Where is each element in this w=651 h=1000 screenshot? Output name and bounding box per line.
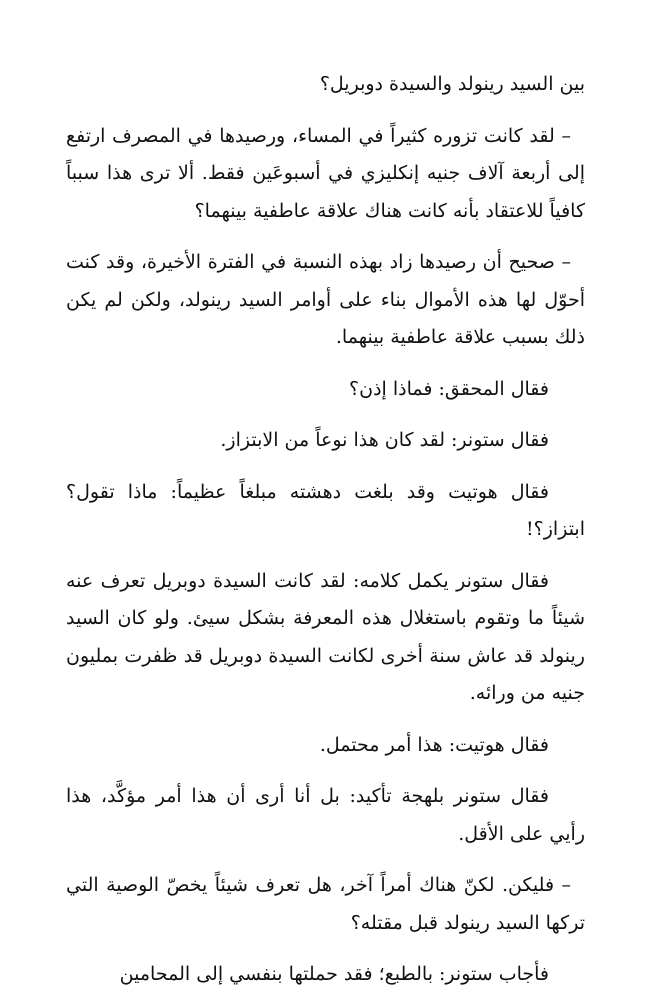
paragraph-4: فقال المحقق: فماذا إذن؟ [349, 377, 549, 400]
paragraph-6: فقال هوتيت وقد بلغت دهشته مبلغاً عظيماً: ماذا تقول؟ ابتزاز؟! [66, 480, 585, 540]
paragraph-5: فقال ستونر: لقد كان هذا نوعاً من الابتزاز. [220, 429, 549, 451]
paragraph-7: فقال ستونر يكمل كلامه: لقد كانت السيدة دوبريل تعرف عنه شيئاً ما وتقوم باستغلال هذه المعرفة بشكل سيئ. ولو كان السيد رينولد قد عاش سنة أخرى لكانت السيدة دوبريل قد ظفرت بمليون جنيه من ورائه. [66, 569, 585, 704]
paragraph-1-continuation: بين السيد رينولد والسيدة دوبريل؟ [319, 73, 585, 95]
paragraph-2-dialogue: – لقد كانت تزوره كثيراً في المساء، ورصيدها في المصرف ارتفع إلى أربعة آلاف جنيه إنكليزي في أسبوعَين فقط. ألا ترى هذا سبباً كافياً للاعتقاد بأنه كانت هناك علاقة عاطفية بينهما؟ [66, 124, 585, 222]
paragraph-9: فقال ستونر بلهجة تأكيد: بل أنا أرى أن هذا أمر مؤكَّد، هذا رأيي على الأقل. [66, 785, 585, 845]
paragraph-8: فقال هوتيت: هذا أمر محتمل. [319, 733, 549, 756]
paragraph-10-dialogue: – فليكن. لكنّ هناك أمراً آخر، هل تعرف شيئاً يخصّ الوصية التي تركها السيد رينولد قبل مقتله؟ [66, 874, 585, 934]
paragraph-11: فأجاب ستونر: بالطبع؛ فقد حملتها بنفسي إلى المحامين [119, 963, 549, 985]
paragraph-3-dialogue: – صحيح أن رصيدها زاد بهذه النسبة في الفترة الأخيرة، وقد كنت أحوّل لها هذه الأموال بناء على أوامر السيد رينولد، ولكن لم يكن ذلك بسبب علاقة عاطفية بينهما. [66, 251, 585, 348]
